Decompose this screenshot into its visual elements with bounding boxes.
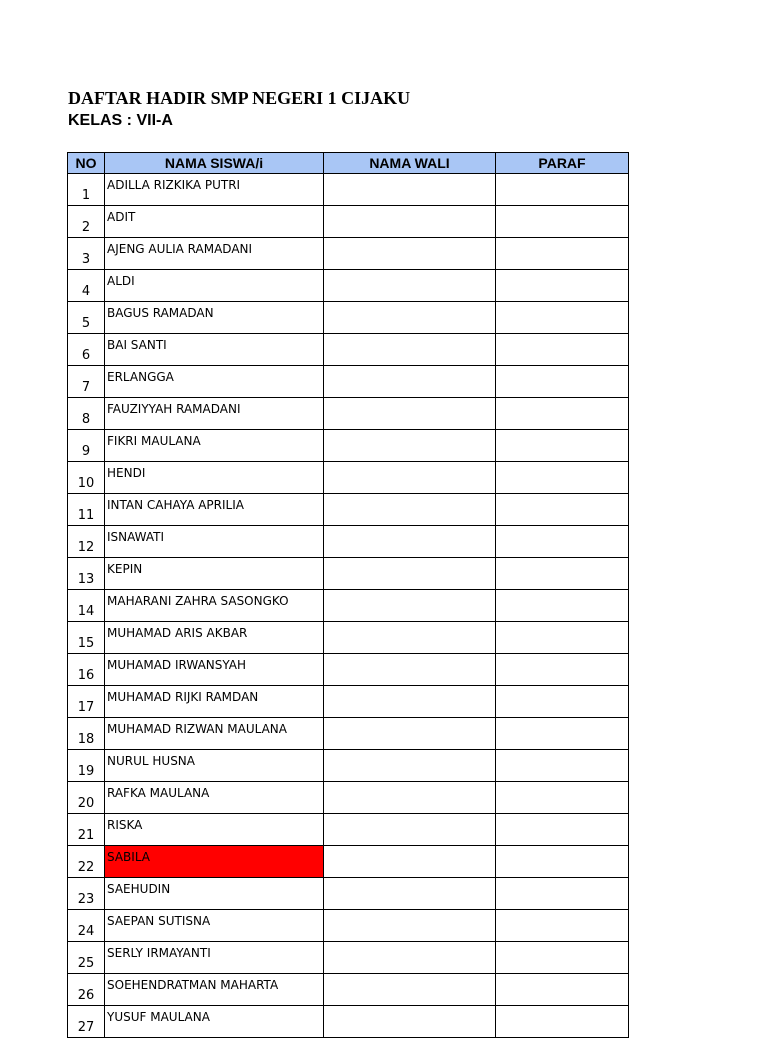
table-row <box>68 526 629 558</box>
guardian-name-cell <box>324 302 496 334</box>
guardian-name-cell <box>324 782 496 814</box>
table-row <box>68 718 629 750</box>
guardian-name-cell <box>324 974 496 1006</box>
signature-cell <box>496 974 629 1006</box>
signature-cell <box>496 462 629 494</box>
guardian-name-cell <box>324 430 496 462</box>
table-row <box>68 942 629 974</box>
signature-cell <box>496 910 629 942</box>
student-name-cell: SAEPAN SUTISNA <box>105 910 324 942</box>
row-number: 16 <box>68 654 105 686</box>
table-body <box>68 174 629 1038</box>
signature-cell <box>496 782 629 814</box>
document-title: DAFTAR HADIR SMP NEGERI 1 CIJAKU <box>68 88 411 108</box>
signature-cell <box>496 1006 629 1038</box>
student-name-cell: MAHARANI ZAHRA SASONGKO <box>105 590 324 622</box>
signature-cell <box>496 206 629 238</box>
signature-cell <box>496 622 629 654</box>
student-name-cell: SOEHENDRATMAN MAHARTA <box>105 974 324 1006</box>
guardian-name-cell <box>324 462 496 494</box>
signature-cell <box>496 366 629 398</box>
row-number: 23 <box>68 878 105 910</box>
signature-cell <box>496 174 629 206</box>
row-number: 24 <box>68 910 105 942</box>
guardian-name-cell <box>324 590 496 622</box>
header-guardian-name: NAMA WALI <box>324 153 496 174</box>
student-name-cell: RISKA <box>105 814 324 846</box>
student-name-cell: ADIT <box>105 206 324 238</box>
student-name-cell: MUHAMAD RIZWAN MAULANA <box>105 718 324 750</box>
student-name-cell: AJENG AULIA RAMADANI <box>105 238 324 270</box>
row-number: 1 <box>68 174 105 206</box>
row-number: 13 <box>68 558 105 590</box>
table-row <box>68 750 629 782</box>
student-name-cell: HENDI <box>105 462 324 494</box>
row-number: 4 <box>68 270 105 302</box>
row-number: 7 <box>68 366 105 398</box>
signature-cell <box>496 494 629 526</box>
table-row <box>68 686 629 718</box>
table-row <box>68 206 629 238</box>
student-name-cell: MUHAMAD RIJKI RAMDAN <box>105 686 324 718</box>
signature-cell <box>496 558 629 590</box>
row-number: 14 <box>68 590 105 622</box>
signature-cell <box>496 814 629 846</box>
row-number: 21 <box>68 814 105 846</box>
table-row <box>68 814 629 846</box>
student-name-cell: RAFKA MAULANA <box>105 782 324 814</box>
student-name-cell: FIKRI MAULANA <box>105 430 324 462</box>
signature-cell <box>496 654 629 686</box>
table-row <box>68 174 629 206</box>
table-row <box>68 622 629 654</box>
table-row <box>68 846 629 878</box>
student-name-cell: NURUL HUSNA <box>105 750 324 782</box>
table-row <box>68 782 629 814</box>
guardian-name-cell <box>324 846 496 878</box>
signature-cell <box>496 750 629 782</box>
table-row <box>68 334 629 366</box>
row-number: 19 <box>68 750 105 782</box>
row-number: 27 <box>68 1006 105 1038</box>
attendance-table <box>67 152 629 1038</box>
signature-cell <box>496 526 629 558</box>
student-name-cell: ADILLA RIZKIKA PUTRI <box>105 174 324 206</box>
signature-cell <box>496 238 629 270</box>
guardian-name-cell <box>324 622 496 654</box>
row-number: 6 <box>68 334 105 366</box>
guardian-name-cell <box>324 654 496 686</box>
guardian-name-cell <box>324 398 496 430</box>
header-signature: PARAF <box>496 153 629 174</box>
guardian-name-cell <box>324 174 496 206</box>
student-name-cell: ISNAWATI <box>105 526 324 558</box>
signature-cell <box>496 430 629 462</box>
table-row <box>68 494 629 526</box>
class-label: KELAS : VII-A <box>68 112 173 129</box>
row-number: 9 <box>68 430 105 462</box>
student-name-cell: INTAN CAHAYA APRILIA <box>105 494 324 526</box>
row-number: 15 <box>68 622 105 654</box>
guardian-name-cell <box>324 942 496 974</box>
guardian-name-cell <box>324 366 496 398</box>
signature-cell <box>496 398 629 430</box>
student-name-cell: KEPIN <box>105 558 324 590</box>
table-row <box>68 558 629 590</box>
signature-cell <box>496 334 629 366</box>
row-number: 22 <box>68 846 105 878</box>
table-row <box>68 430 629 462</box>
table-row <box>68 462 629 494</box>
table-row <box>68 590 629 622</box>
table-header-row <box>68 153 629 174</box>
row-number: 12 <box>68 526 105 558</box>
guardian-name-cell <box>324 878 496 910</box>
table-row <box>68 398 629 430</box>
signature-cell <box>496 878 629 910</box>
table-row <box>68 270 629 302</box>
student-name-cell: SERLY IRMAYANTI <box>105 942 324 974</box>
table-row <box>68 366 629 398</box>
student-name-cell: FAUZIYYAH RAMADANI <box>105 398 324 430</box>
student-name-cell: MUHAMAD ARIS AKBAR <box>105 622 324 654</box>
guardian-name-cell <box>324 814 496 846</box>
row-number: 2 <box>68 206 105 238</box>
guardian-name-cell <box>324 270 496 302</box>
guardian-name-cell <box>324 1006 496 1038</box>
row-number: 26 <box>68 974 105 1006</box>
row-number: 8 <box>68 398 105 430</box>
student-name-cell: ALDI <box>105 270 324 302</box>
student-name-cell: YUSUF MAULANA <box>105 1006 324 1038</box>
guardian-name-cell <box>324 238 496 270</box>
guardian-name-cell <box>324 526 496 558</box>
signature-cell <box>496 718 629 750</box>
row-number: 10 <box>68 462 105 494</box>
table-row <box>68 878 629 910</box>
row-number: 5 <box>68 302 105 334</box>
signature-cell <box>496 942 629 974</box>
row-number: 18 <box>68 718 105 750</box>
row-number: 3 <box>68 238 105 270</box>
student-name-cell: MUHAMAD IRWANSYAH <box>105 654 324 686</box>
row-number: 25 <box>68 942 105 974</box>
guardian-name-cell <box>324 718 496 750</box>
signature-cell <box>496 686 629 718</box>
guardian-name-cell <box>324 750 496 782</box>
signature-cell <box>496 302 629 334</box>
table-row <box>68 1006 629 1038</box>
signature-cell <box>496 590 629 622</box>
guardian-name-cell <box>324 334 496 366</box>
guardian-name-cell <box>324 558 496 590</box>
table-row <box>68 238 629 270</box>
guardian-name-cell <box>324 206 496 238</box>
row-number: 11 <box>68 494 105 526</box>
row-number: 20 <box>68 782 105 814</box>
guardian-name-cell <box>324 494 496 526</box>
student-name-cell: BAI SANTI <box>105 334 324 366</box>
signature-cell <box>496 846 629 878</box>
guardian-name-cell <box>324 910 496 942</box>
student-name-cell: ERLANGGA <box>105 366 324 398</box>
header-no: NO <box>68 153 105 174</box>
student-name-cell: SAEHUDIN <box>105 878 324 910</box>
row-number: 17 <box>68 686 105 718</box>
student-name-cell: BAGUS RAMADAN <box>105 302 324 334</box>
table-row <box>68 654 629 686</box>
header-student-name: NAMA SISWA/i <box>105 153 324 174</box>
student-name-cell-highlighted: SABILA <box>105 846 324 878</box>
guardian-name-cell <box>324 686 496 718</box>
table-row <box>68 302 629 334</box>
table-row <box>68 910 629 942</box>
signature-cell <box>496 270 629 302</box>
table-row <box>68 974 629 1006</box>
